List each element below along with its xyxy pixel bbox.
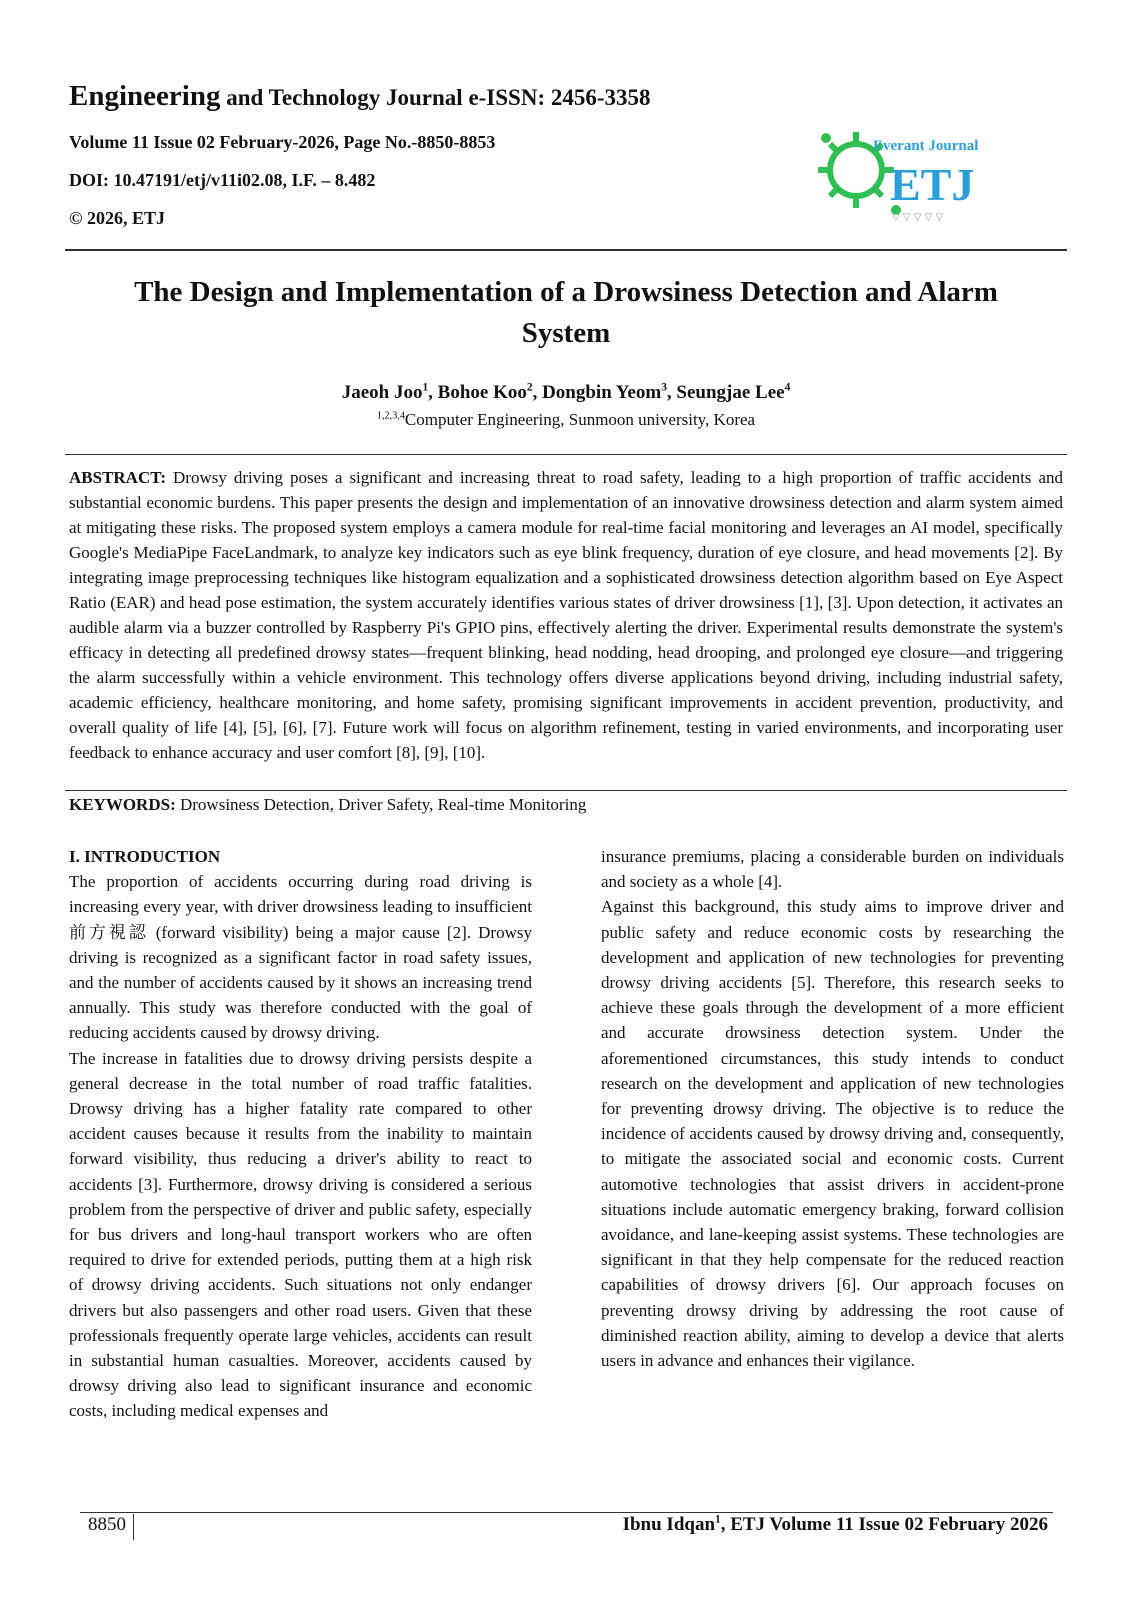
- etj-logo: [808, 118, 1018, 228]
- journal-title: [69, 80, 651, 113]
- volume-line: Volume 11 Issue 02 February-2026, Page No.-8850-8853: [69, 132, 496, 152]
- abstract-top-rule: [65, 454, 1067, 455]
- body-paragraph: The increase in fatalities due to drowsy driving persists despite a general decrease in the total number of road traffic fatalities. Drowsy driving has a higher fatality rate compared to other accident causes because it results from the inability to maintain forward visibility, thus reducing a driver's ability to react to accidents [3]. Furthermore, drowsy driving is considered a serious problem from the perspective of driver and public safety, especially for bus drivers and long-haul transport workers who are often required to drive for extended periods, putting them at a high risk of drowsy driving accidents. Such situations not only endanger drivers but also passengers and other road users. Given that these professionals frequently operate large vehicles, accidents can result in substantial human casualties. Moreover, accidents caused by drowsy driving also lead to significant insurance and economic costs, including medical expenses and: [69, 1048, 532, 1421]
- author-name: Seungjae Lee: [676, 382, 785, 403]
- affiliation-text: Computer Engineering, Sunmoon university, Korea: [404, 410, 756, 429]
- gear-logo-icon: [808, 118, 1018, 228]
- keywords-label: KEYWORDS:: [69, 795, 176, 814]
- footer-author-sup: 1: [715, 1513, 721, 1526]
- paper-title: [65, 272, 1067, 354]
- paper-title-line1: The Design and Implementation of a Drowsiness Detection and Alarm: [134, 276, 998, 308]
- svg-text:▽ ▽ ▽ ▽ ▽: ▽ ▽ ▽ ▽ ▽: [892, 212, 944, 223]
- page-number: 8850: [88, 1514, 126, 1535]
- doi-line: DOI: 10.47191/etj/v11i02.08, I.F. – 8.482: [69, 170, 376, 190]
- author-sup: 3: [661, 381, 667, 394]
- logo-letters: ETJ: [890, 159, 975, 210]
- author-name: Jaeoh Joo: [341, 382, 423, 403]
- abstract: [69, 465, 1063, 765]
- footer-author: Ibnu Idqan: [622, 1514, 716, 1535]
- affiliation-sup: 1,2,3,4: [376, 410, 405, 422]
- keywords: [69, 795, 1063, 815]
- body-paragraph: Against this background, this study aims to improve driver and public safety and reduce economic costs by researching the development and application of new technologies for preventing drowsy driving accidents [5]. Therefore, this research seeks to achieve these goals through the development of a more efficient and accurate drowsiness detection system. Under the aforementioned circumstances, this study intends to conduct research on the development and application of new technologies for preventing drowsy driving. The objective is to reduce the incidence of accidents caused by drowsy driving and, consequently, to mitigate the associated social and economic costs. Current automotive technologies that assist drivers in accident-prone situations include automatic emergency braking, forward collision avoidance, and lane-keeping assist systems. These technologies are significant in that they help compensate for the reduced reaction capabilities of drowsy drivers [6]. Our approach focuses on preventing drowsy driving by addressing the root cause of diminished reaction ability, aiming to develop a device that alerts users in advance and enhances their vigilance.: [601, 897, 1064, 1371]
- footer-divider: [80, 1512, 1053, 1513]
- author-sup: 4: [784, 381, 791, 394]
- body-paragraph: insurance premiums, placing a considerable burden on individuals and society as a whole [4].: [601, 847, 1064, 892]
- keywords-text: Drowsiness Detection, Driver Safety, Real-time Monitoring: [179, 795, 587, 814]
- abstract-label: ABSTRACT:: [69, 468, 166, 487]
- body-paragraph: The proportion of accidents occurring during road driving is increasing every year, with driver drowsiness leading to insufficient 前方視認 (forward visibility) being a major cause [2]. Drowsy driving is recognized as a significant factor in road safety issues, and the number of accidents caused by it shows an increasing trend annually. This study was therefore conducted with the goal of reducing accidents caused by drowsy driving.: [69, 872, 532, 1043]
- footer-citation: [560, 1514, 1048, 1536]
- page-number-separator: [133, 1514, 134, 1540]
- right-column: [601, 844, 1064, 1373]
- left-column: [69, 844, 532, 1424]
- author-sup: 2: [526, 381, 533, 394]
- journal-title-first: Engineering: [69, 80, 221, 112]
- author-name: Bohoe Koo: [437, 382, 527, 403]
- abstract-bottom-rule: [65, 790, 1067, 791]
- footer-citation-text: , ETJ Volume 11 Issue 02 February 2026: [720, 1514, 1048, 1535]
- journal-title-rest: and Technology Journal e-ISSN: 2456-3358: [226, 85, 651, 110]
- author-sup: 1: [422, 381, 429, 394]
- author-list: Jaeoh Joo$^1$, Bohoe Koo$^2$, Dongbin Yeom$^3$, Seungjae Lee$^4$: [341, 381, 791, 403]
- copyright-line: © 2026, ETJ: [69, 208, 165, 228]
- author-name: Dongbin Yeom: [542, 382, 662, 403]
- affiliation: [65, 410, 1067, 430]
- paper-title-line2: System: [521, 317, 611, 349]
- section-heading: I. INTRODUCTION: [69, 847, 221, 866]
- header-divider: [65, 249, 1067, 251]
- abstract-text: Drowsy driving poses a significant and increasing threat to road safety, leading to a high proportion of traffic accidents and substantial economic burdens. This paper presents the design and implementation of an innovative drowsiness detection and alarm system aimed at mitigating these risks. The proposed system employs a camera module for real-time facial monitoring and leverages an AI model, specifically Google's MediaPipe FaceLandmark, to analyze key indicators such as eye blink frequency, duration of eye closure, and head movements [2]. By integrating image preprocessing techniques like histogram equalization and a sophisticated drowsiness detection algorithm based on Eye Aspect Ratio (EAR) and head pose estimation, the system accurately identifies various states of driver drowsiness [1], [3]. Upon detection, it activates an audible alarm via a buzzer controlled by Raspberry Pi's GPIO pins, effectively alerting the driver. Experimental results demonstrate the system's efficacy in detecting all predefined drowsy states—frequent blinking, head nodding, head drooping, and prolonged eye closure—and triggering the alarm successfully within a vehicle environment. This technology offers diverse applications beyond driving, including industrial safety, academic efficiency, healthcare monitoring, and home safety, promising significant improvements in accident prevention, productivity, and overall quality of life [4], [5], [6], [7]. Future work will focus on algorithm refinement, testing in varied environments, and incorporating user feedback to enhance accuracy and user comfort [8], [9], [10].: [69, 468, 1063, 762]
- logo-text: Everant Journal: [873, 138, 979, 154]
